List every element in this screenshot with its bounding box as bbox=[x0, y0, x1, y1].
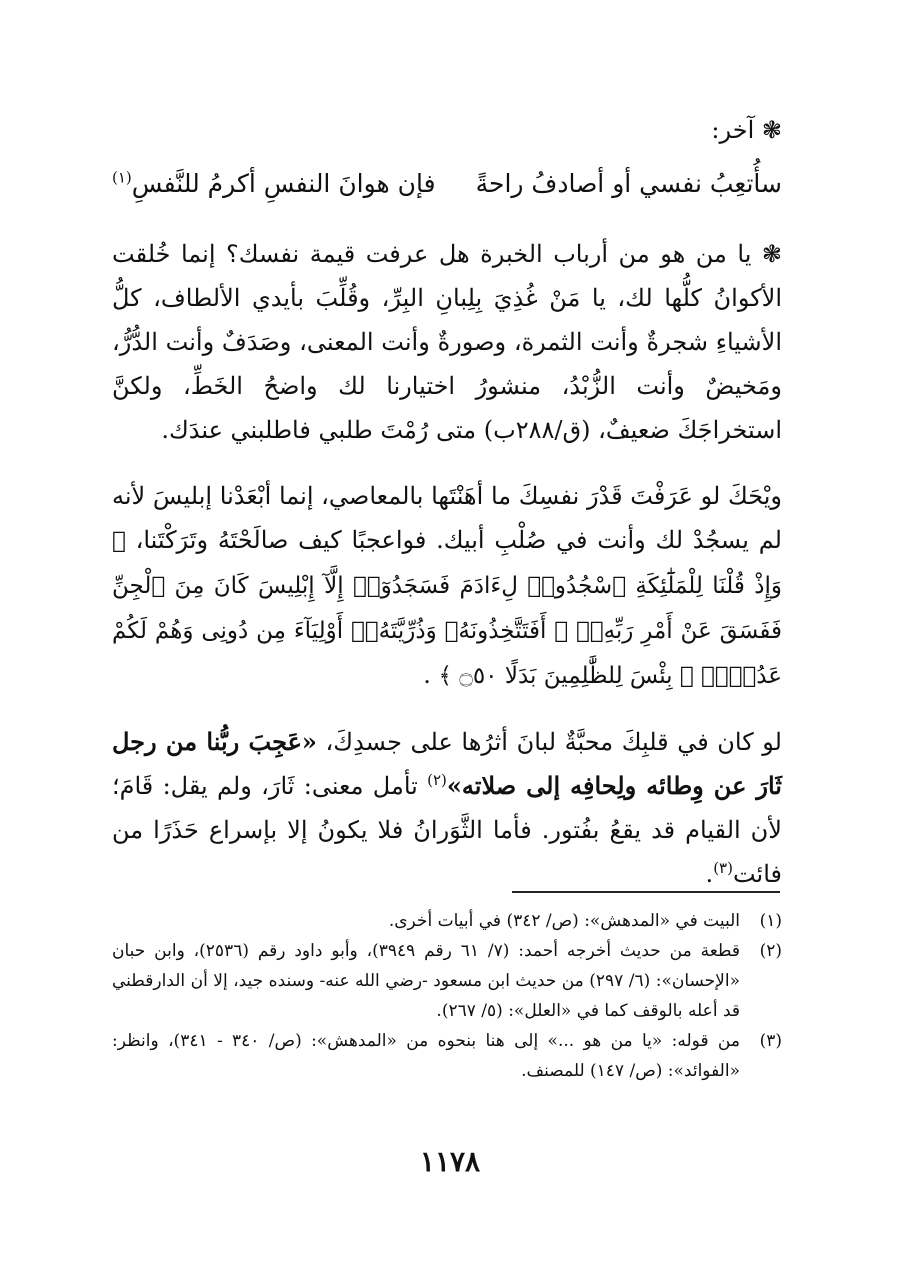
hadith-quote: «عَجِبَ ربُّنا من رجل ثَارَ عن وِطائه ولِحافِه إلى صلاته» bbox=[112, 727, 782, 800]
footnote-item bbox=[112, 1026, 782, 1086]
footnote-text: من قوله: «يا من هو ...» إلى هنا بنحوه من «المدهش»: (ص/ ٣٤٠ - ٣٤١)، وانظر: «الفوائد»: (ص/ ١٤٧) للمصنف. bbox=[112, 1031, 740, 1081]
poem-verse bbox=[112, 162, 782, 206]
footnote-text: البيت في «المدهش»: (ص/ ٣٤٢) في أبيات أخرى. bbox=[388, 911, 740, 931]
paragraph-3-text-1: لو كان في قلبِكَ محبَّةٌ لبانَ أثرُها على جسدِكَ، bbox=[325, 728, 782, 756]
footnote-number: (٢) bbox=[759, 941, 782, 961]
paragraph-2 bbox=[112, 474, 782, 698]
paragraph-3-text-2: تأمل معنى: ثَارَ، ولم يقل: قَامَ؛ لأن القيام قد يقعُ بفُتور. فأما الثَّوَرانُ فلا يكونُ إلا بإسراع حَذَرًا من فائت bbox=[112, 772, 782, 888]
page-number: ١١٧٨ bbox=[419, 1145, 481, 1178]
quran-verse: ﴿ وَإِذْ قُلْنَا لِلْمَلَٰٓئِكَةِ ٱسْجُدُوا۟ لِءَادَمَ فَسَجَدُوٓا۟ إِلَّآ إِبْلِيسَ كَانَ مِنَ ٱلْجِنِّ فَفَسَقَ عَنْ أَمْرِ رَبِّهِۦٓ ۗ أَفَتَتَّخِذُونَهُۥ وَذُرِّيَّتَهُۥٓ أَوْلِيَآءَ مِن دُونِى وَهُمْ لَكُمْ عَدُوٌّۢ ۚ بِئْسَ لِلظَّٰلِمِينَ بَدَلًا ۝٥٠ ﴾ bbox=[112, 528, 783, 689]
paragraph-2-end: . bbox=[423, 661, 431, 689]
footnote-item bbox=[112, 936, 782, 1026]
paragraph-3 bbox=[112, 720, 782, 896]
footnote-item bbox=[112, 906, 782, 936]
paragraph-1: ❃ يا من هو من أرباب الخبرة هل عرفت قيمة نفسك؟ إنما خُلقت الأكوانُ كلُّها لك، يا مَنْ غُذِيَ بِلِبانِ البِرِّ، وقُلِّبَ بأيدي الألطاف، كلُّ الأشياءِ شجرةٌ وأنت الثمرة، وصورةٌ وأنت المعنى، وصَدَفٌ وأنت الدُّرُّ، ومَخيضٌ وأنت الزُّبْدُ، منشورُ اختيارنا لك واضحُ الخَطِّ، ولكنَّ استخراجَكَ ضعيفٌ، (ق/٢٨٨ب) متى رُمْتَ طلبي فاطلبني عندَك. bbox=[112, 240, 782, 444]
footnote-ref-1[interactable]: (١) bbox=[112, 168, 132, 187]
footnote-ref-2[interactable]: (٢) bbox=[427, 771, 447, 789]
verse-hemistich-first: سأُتعِبُ نفسي أو أصادفُ راحةً bbox=[475, 169, 782, 198]
footnote-ref-3[interactable]: (٣) bbox=[713, 859, 733, 877]
page-body bbox=[112, 110, 782, 918]
footnote-number: (١) bbox=[759, 911, 782, 931]
paragraph-2-text: ويْحَكَ لو عَرَفْتَ قَدْرَ نفسِكَ ما أهَنْتَها بالمعاصي، إنما أبْعَدْنا إبليسَ لأنه لم يسجُدْ لك وأنت في صُلْبِ أبيك. فواعجبًا كيف صالَحْتَهُ وتَرَكْتَنا، bbox=[112, 482, 782, 554]
section-heading: ❃ آخر: bbox=[711, 116, 782, 144]
footnote-text: قطعة من حديث أخرجه أحمد: (٧/ ٦١ رقم ٣٩٤٩)، وأبو داود رقم (٢٥٣٦)، وابن حبان «الإحسان»: (٦/ ٢٩٧) من حديث ابن مسعود -رضي الله عنه- وسنده جيد، إلا أن الدارقطني قد أعله بالوقف كما في «العلل»: (٥/ ٢٦٧). bbox=[112, 941, 741, 1021]
verse-hemistich-second: فإن هوانَ النفسِ أكرمُ للنَّفسِ$^{(١)}$ bbox=[112, 168, 436, 198]
footnote-number: (٣) bbox=[759, 1031, 782, 1051]
footnote-divider bbox=[512, 891, 780, 893]
paragraph-3-end: . bbox=[705, 860, 714, 888]
footnotes bbox=[112, 906, 782, 1086]
